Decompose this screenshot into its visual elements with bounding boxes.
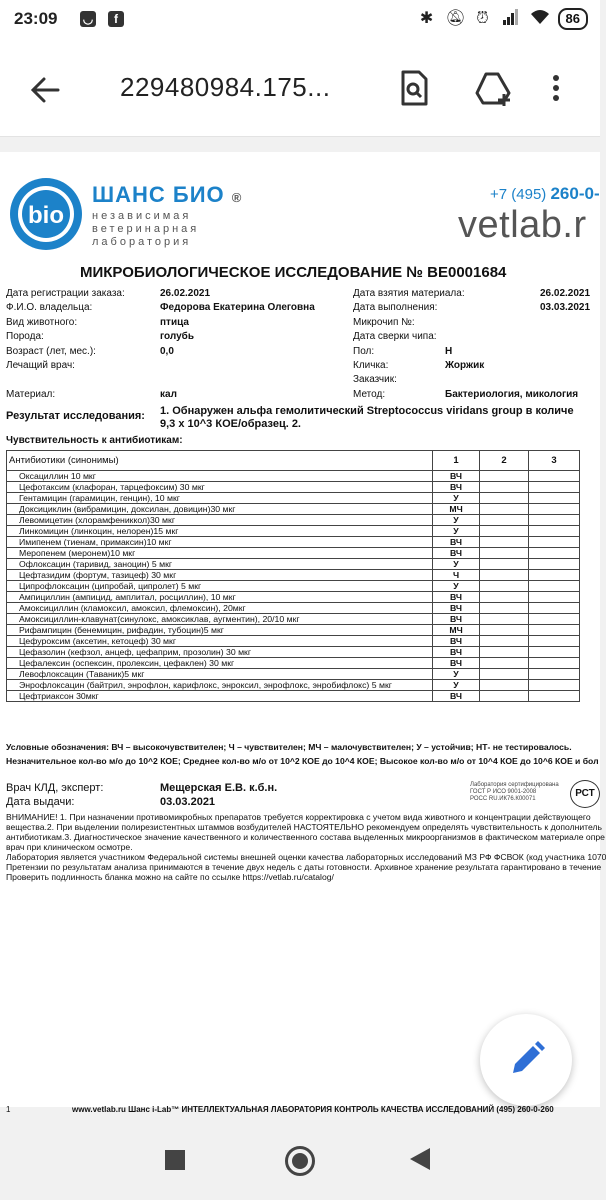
edit-fab-button[interactable] bbox=[480, 1014, 572, 1106]
table-row bbox=[7, 636, 580, 647]
issue-date: 03.03.2021 bbox=[160, 796, 216, 808]
sensitivity-result-1: У bbox=[433, 669, 480, 680]
sensitivity-title: Чувствительность к антибиотикам: bbox=[6, 435, 183, 446]
table-row bbox=[7, 471, 580, 482]
wifi-icon bbox=[530, 9, 548, 29]
doc-search-icon bbox=[392, 66, 436, 110]
table-row bbox=[7, 625, 580, 636]
table-row bbox=[7, 570, 580, 581]
sensitivity-result-1: ВЧ bbox=[433, 548, 480, 559]
facebook-icon: f bbox=[108, 11, 124, 27]
sensitivity-result-1: У bbox=[433, 680, 480, 691]
field-value: голубь bbox=[160, 331, 194, 342]
antibiotic-name: Линкомицин (линкоцин, нелорен)15 мкг bbox=[7, 526, 433, 537]
table-row bbox=[7, 581, 580, 592]
drive-add-icon bbox=[472, 66, 516, 110]
sensitivity-result-2 bbox=[480, 581, 529, 592]
back-button[interactable] bbox=[28, 72, 68, 108]
sensitivity-result-2 bbox=[480, 603, 529, 614]
field-label: Лечащий врач: bbox=[6, 360, 75, 371]
sensitivity-result-3 bbox=[529, 658, 580, 669]
doctor-name: Мещерская Е.В. к.б.н. bbox=[160, 782, 278, 794]
antibiotic-name: Цефуроксим (аксетин, кетоцеф) 30 мкг bbox=[7, 636, 433, 647]
table-row bbox=[7, 603, 580, 614]
field-label: Пол: bbox=[353, 346, 375, 357]
doctor-label: Врач КЛД, эксперт: bbox=[6, 782, 104, 794]
field-value: 26.02.2021 bbox=[160, 288, 211, 299]
antibiotic-name: Оксациллин 10 мкг bbox=[7, 471, 433, 482]
field-label: Дата взятия материала: bbox=[353, 288, 465, 299]
antibiotic-name: Ампициллин (ампицид, амплитал, росциллин), 10 мкг bbox=[7, 592, 433, 603]
sensitivity-result-3 bbox=[529, 471, 580, 482]
mute-bell-icon: 🔕︎ bbox=[445, 10, 466, 27]
sensitivity-result-1: ВЧ bbox=[433, 614, 480, 625]
issue-label: Дата выдачи: bbox=[6, 796, 75, 808]
vetlab-logo: vetlab.r bbox=[458, 204, 587, 246]
sensitivity-result-1: ВЧ bbox=[433, 482, 480, 493]
method-value: Бактериология, микология bbox=[445, 389, 579, 400]
home-icon bbox=[292, 1153, 308, 1169]
sensitivity-result-2 bbox=[480, 537, 529, 548]
field-label: Вид животного: bbox=[6, 317, 78, 328]
notes-line: вещества.2. При выделении полирезистентных штаммов возбудителей НАСТОЯТЕЛЬНО рекомендуем определять чувствительность к дополнитель bbox=[6, 822, 602, 832]
document-title: 229480984.175... bbox=[120, 72, 331, 102]
sensitivity-result-1: ВЧ bbox=[433, 636, 480, 647]
table-row bbox=[7, 559, 580, 570]
status-time: 23:09 bbox=[14, 9, 58, 28]
sensitivity-result-2 bbox=[480, 504, 529, 515]
antibiotic-name: Цефтазидим (фортум, тазицеф) 30 мкг bbox=[7, 570, 433, 581]
app-bar bbox=[0, 40, 600, 137]
field-label: Дата выполнения: bbox=[353, 302, 438, 313]
field-label: Кличка: bbox=[353, 360, 389, 371]
notes-line: ВНИМАНИЕ! 1. При назначении противомикробных препаратов требуется корректировка с учетом вида животного и концентрации действующего bbox=[6, 812, 591, 822]
table-row bbox=[7, 592, 580, 603]
search-in-document-button[interactable] bbox=[392, 66, 436, 110]
arrow-left-icon bbox=[28, 72, 64, 108]
pdf-page[interactable] bbox=[0, 152, 606, 1114]
table-header-cell: 1 bbox=[433, 451, 480, 471]
sensitivity-result-2 bbox=[480, 471, 529, 482]
shans-bio-logo bbox=[8, 176, 84, 257]
sensitivity-result-3 bbox=[529, 603, 580, 614]
sensitivity-result-1: ВЧ bbox=[433, 592, 480, 603]
sensitivity-result-2 bbox=[480, 614, 529, 625]
antibiotic-name: Доксициклин (вибрамицин, доксилан, довицин)30 мкг bbox=[7, 504, 433, 515]
sensitivity-result-2 bbox=[480, 526, 529, 537]
antibiotic-name: Левомицетин (хлорамфениккол)30 мкг bbox=[7, 515, 433, 526]
table-row bbox=[7, 493, 580, 504]
system-nav-bar bbox=[0, 1120, 600, 1200]
lab-phone: +7 (495) 260-0- bbox=[490, 184, 600, 203]
sensitivity-result-3 bbox=[529, 515, 580, 526]
alarm-icon: ⏰︎ bbox=[476, 10, 489, 27]
antibiotic-name: Энрофлоксацин (байтрил, энрофлон, карифлокс, энроксил, энрофлокс, энробифлокс) 5 мкг bbox=[7, 680, 433, 691]
sensitivity-result-1: ВЧ bbox=[433, 603, 480, 614]
home-button[interactable] bbox=[285, 1146, 315, 1176]
field-value: птица bbox=[160, 317, 189, 328]
sensitivity-result-1: У bbox=[433, 493, 480, 504]
antibiotic-name: Меропенем (меронем)10 мкг bbox=[7, 548, 433, 559]
sensitivity-result-2 bbox=[480, 636, 529, 647]
notification-app-icon: ◡ bbox=[80, 11, 96, 27]
antibiotic-name: Левофлоксацин (Таваник)5 мкг bbox=[7, 669, 433, 680]
sensitivity-result-1: ВЧ bbox=[433, 471, 480, 482]
notes-line: Претензии по результатам анализа принимаются в течение двух недель с даты готовности. Архивное хранение результата гарантировано в течение bbox=[6, 862, 602, 872]
field-value: 26.02.2021 bbox=[540, 288, 591, 299]
sensitivity-result-1: ВЧ bbox=[433, 647, 480, 658]
table-row bbox=[7, 669, 580, 680]
sensitivity-result-3 bbox=[529, 526, 580, 537]
legend-text: Условные обозначения: ВЧ – высокочувствителен; Ч – чувствителен; МЧ – малочувствителен; У – устойчив; НТ- не тестировалось. bbox=[6, 742, 572, 752]
field-value: 03.03.2021 bbox=[540, 302, 591, 313]
recents-button[interactable] bbox=[165, 1150, 185, 1170]
table-row bbox=[7, 482, 580, 493]
sensitivity-result-3 bbox=[529, 570, 580, 581]
sensitivity-result-2 bbox=[480, 559, 529, 570]
field-label: Заказчик: bbox=[353, 374, 397, 385]
field-label: Ф.И.О. владельца: bbox=[6, 302, 93, 313]
sensitivity-result-1: ВЧ bbox=[433, 658, 480, 669]
sensitivity-result-3 bbox=[529, 614, 580, 625]
field-value: Федорова Екатерина Олеговна bbox=[160, 302, 315, 313]
brand-name: ШАНС БИО ® bbox=[92, 182, 243, 207]
report-title: МИКРОБИОЛОГИЧЕСКОЕ ИССЛЕДОВАНИЕ № ВЕ0001684 bbox=[80, 264, 507, 281]
sensitivity-result-1: Ч bbox=[433, 570, 480, 581]
brand-subtitle: независимая ветеринарная лаборатория bbox=[92, 210, 200, 248]
table-row bbox=[7, 537, 580, 548]
field-label: Возраст (лет, мес.): bbox=[6, 346, 96, 357]
quantity-note: Незначительное кол-во м/о до 10^2 КОЕ; Среднее кол-во м/о от 10^2 КОЕ до 10^4 КОЕ; Высокое кол-во м/о от 10^4 КОЕ до 10^6 КОЕ и бол bbox=[6, 756, 599, 766]
antibiotic-name: Амоксициллин (кламоксил, амоксил, флемоксин), 20мкг bbox=[7, 603, 433, 614]
sensitivity-result-2 bbox=[480, 592, 529, 603]
antibiotic-name: Имипенем (тиенам, примаксин)10 мкг bbox=[7, 537, 433, 548]
sensitivity-result-3 bbox=[529, 504, 580, 515]
table-row bbox=[7, 526, 580, 537]
sensitivity-result-2 bbox=[480, 482, 529, 493]
sensitivity-result-3 bbox=[529, 548, 580, 559]
sensitivity-result-1: У bbox=[433, 515, 480, 526]
table-row bbox=[7, 680, 580, 691]
notes-line: Проверить подлинность бланка можно на сайте по ссылке https://vetlab.ru/catalog/ bbox=[6, 872, 334, 882]
sensitivity-result-3 bbox=[529, 493, 580, 504]
antibiotic-name: Ципрофлоксацин (ципробай, ципролет) 5 мкг bbox=[7, 581, 433, 592]
notes-line: Лаборатория является участником Федеральной системы внешней оценки качества лабораторных исследований МЗ РФ ФСВОК (код участника 1070 bbox=[6, 852, 606, 862]
table-row bbox=[7, 614, 580, 625]
field-label: Дата регистрации заказа: bbox=[6, 288, 125, 299]
sensitivity-result-2 bbox=[480, 647, 529, 658]
table-row bbox=[7, 658, 580, 669]
sensitivity-result-2 bbox=[480, 625, 529, 636]
field-label: Дата сверки чипа: bbox=[353, 331, 437, 342]
antibiotic-name: Рифампицин (бенемицин, рифадин, тубоцин)5 мкг bbox=[7, 625, 433, 636]
signal-icon bbox=[502, 9, 520, 29]
status-bar bbox=[0, 0, 600, 40]
method-label: Метод: bbox=[353, 389, 386, 400]
sensitivity-result-2 bbox=[480, 680, 529, 691]
sensitivity-result-1: МЧ bbox=[433, 625, 480, 636]
notes-line: врач при клиническом осмотре. bbox=[6, 842, 133, 852]
bluetooth-icon: ✱ bbox=[419, 10, 434, 27]
more-options-button[interactable] bbox=[546, 66, 590, 110]
antibiotic-name: Цефтриаксон 30мкг bbox=[7, 691, 433, 702]
field-value: 0,0 bbox=[160, 346, 174, 357]
antibiotic-name: Цефотаксим (клафоран, тарцефоксим) 30 мкг bbox=[7, 482, 433, 493]
sensitivity-result-3 bbox=[529, 537, 580, 548]
sensitivity-result-2 bbox=[480, 570, 529, 581]
antibiotic-name: Гентамицин (гарамицин, генцин), 10 мкг bbox=[7, 493, 433, 504]
sensitivity-result-1: У bbox=[433, 581, 480, 592]
sensitivity-result-3 bbox=[529, 482, 580, 493]
field-value: Н bbox=[445, 346, 453, 357]
sensitivity-result-2 bbox=[480, 669, 529, 680]
table-header-row bbox=[7, 451, 580, 471]
result-label: Результат исследования: bbox=[6, 410, 145, 422]
table-header-cell: Антибиотики (синонимы) bbox=[7, 451, 433, 471]
sensitivity-result-2 bbox=[480, 548, 529, 559]
sensitivity-result-2 bbox=[480, 658, 529, 669]
table-row bbox=[7, 515, 580, 526]
battery-indicator: 86 bbox=[558, 8, 588, 30]
sensitivity-result-3 bbox=[529, 691, 580, 702]
table-row bbox=[7, 647, 580, 658]
sensitivity-result-2 bbox=[480, 515, 529, 526]
antibiotic-name: Амоксициллин-клавунат(синулокс, амоксиклав, аугментин), 20/10 мкг bbox=[7, 614, 433, 625]
page-footer: www.vetlab.ru Шанс i-Lab™ ИНТЕЛЛЕКТУАЛЬНАЯ ЛАБОРАТОРИЯ КОНТРОЛЬ КАЧЕСТВА ИССЛЕДОВАНИЙ (495) 260-0-260 bbox=[72, 1105, 554, 1114]
table-header-cell: 3 bbox=[529, 451, 580, 471]
sensitivity-result-1: У bbox=[433, 559, 480, 570]
back-nav-button[interactable] bbox=[410, 1148, 430, 1170]
antibiotic-name: Цефалексин (оспексин, пролексин, цефаклен) 30 мкг bbox=[7, 658, 433, 669]
sensitivity-result-1: ВЧ bbox=[433, 691, 480, 702]
material-value: кал bbox=[160, 389, 177, 400]
sensitivity-result-3 bbox=[529, 581, 580, 592]
table-row bbox=[7, 691, 580, 702]
table-row bbox=[7, 548, 580, 559]
sensitivity-result-3 bbox=[529, 669, 580, 680]
sensitivity-result-1: МЧ bbox=[433, 504, 480, 515]
rst-certification-mark: РСТ bbox=[570, 780, 600, 808]
sensitivity-result-3 bbox=[529, 559, 580, 570]
sensitivity-result-3 bbox=[529, 636, 580, 647]
material-label: Материал: bbox=[6, 389, 56, 400]
sensitivity-result-2 bbox=[480, 691, 529, 702]
sensitivity-result-3 bbox=[529, 625, 580, 636]
field-label: Порода: bbox=[6, 331, 44, 342]
certification-text: Лаборатория сертифицирована ГОСТ Р ИСО 9001-2008 РОСС RU.ИК76.К00071 bbox=[470, 782, 559, 802]
sensitivity-result-2 bbox=[480, 493, 529, 504]
antibiotic-name: Цефазолин (кефзол, анцеф, цефаприм, прозолин) 30 мкг bbox=[7, 647, 433, 658]
page-number: 1 bbox=[6, 1105, 11, 1114]
field-label: Микрочип №: bbox=[353, 317, 415, 328]
table-row bbox=[7, 504, 580, 515]
sensitivity-result-3 bbox=[529, 647, 580, 658]
antibiotic-name: Офлоксацин (таривид, заноцин) 5 мкг bbox=[7, 559, 433, 570]
result-text: 1. Обнаружен альфа гемолитический Streptococcus viridans group в количе 9,3 х 10^3 КОЕ/образец. 2. bbox=[160, 405, 574, 430]
sensitivity-result-1: ВЧ bbox=[433, 537, 480, 548]
more-vert-icon bbox=[546, 66, 566, 110]
sensitivity-result-3 bbox=[529, 592, 580, 603]
sensitivity-result-1: У bbox=[433, 526, 480, 537]
table-header-cell: 2 bbox=[480, 451, 529, 471]
notes-line: антибиотикам.3. Диагностическое значение качественного и количественного состава выделенных микроорганизмов в фактическом материале опре bbox=[6, 832, 605, 842]
antibiotic-sensitivity-table bbox=[6, 450, 580, 702]
sensitivity-result-3 bbox=[529, 680, 580, 691]
pencil-icon bbox=[480, 1014, 572, 1106]
field-value: Жоржик bbox=[445, 360, 485, 371]
add-to-drive-button[interactable] bbox=[472, 66, 516, 110]
logo-text: bio bbox=[28, 202, 64, 229]
